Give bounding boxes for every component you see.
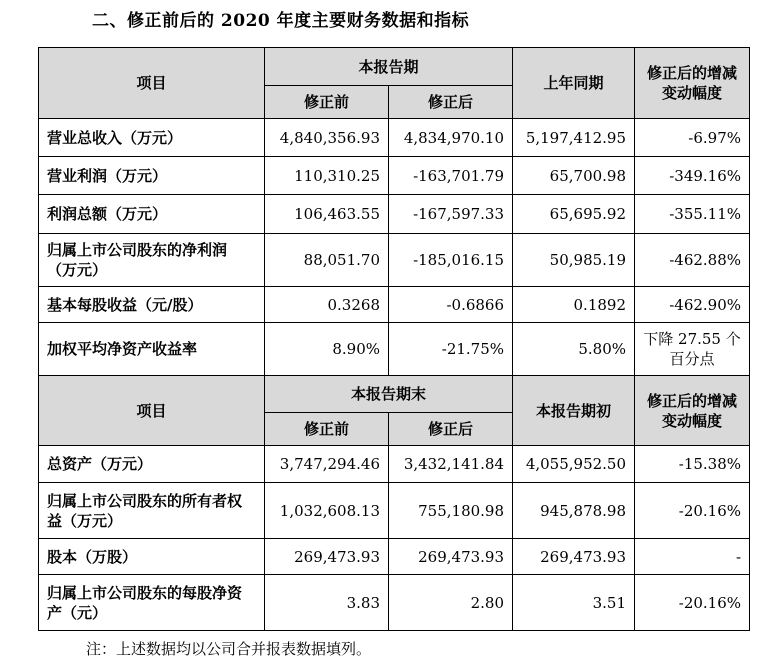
row-label: 营业利润（万元） [39, 157, 265, 195]
value-before: 110,310.25 [265, 157, 389, 195]
value-prior: 50,985.19 [513, 234, 635, 287]
value-change: -6.97% [635, 119, 750, 157]
value-before: 88,051.70 [265, 234, 389, 287]
row-label: 利润总额（万元） [39, 195, 265, 234]
row-label: 营业总收入（万元） [39, 119, 265, 157]
value-prior: 3.51 [513, 575, 635, 631]
value-before: 269,473.93 [265, 539, 389, 575]
table-row [39, 157, 750, 195]
row-label: 加权平均净资产收益率 [39, 323, 265, 376]
value-after: -0.6866 [389, 287, 513, 323]
value-before: 106,463.55 [265, 195, 389, 234]
value-change: -20.16% [635, 575, 750, 631]
table-row [39, 539, 750, 575]
table-row [39, 483, 750, 539]
value-after: 2.80 [389, 575, 513, 631]
table-row [39, 446, 750, 483]
value-before: 3.83 [265, 575, 389, 631]
row-label: 归属上市公司股东的净利润（万元） [39, 234, 265, 287]
table-row [39, 575, 750, 631]
value-prior: 65,695.92 [513, 195, 635, 234]
value-after: -21.75% [389, 323, 513, 376]
row-label: 基本每股收益（元/股） [39, 287, 265, 323]
value-prior: 269,473.93 [513, 539, 635, 575]
value-before: 1,032,608.13 [265, 483, 389, 539]
value-prior: 945,878.98 [513, 483, 635, 539]
value-change: - [635, 539, 750, 575]
value-change: -462.90% [635, 287, 750, 323]
row-label: 归属上市公司股东的每股净资产（元） [39, 575, 265, 631]
value-change: -15.38% [635, 446, 750, 483]
section2-change-header: 修正后的增减变动幅度 [635, 376, 750, 446]
value-after: 4,834,970.10 [389, 119, 513, 157]
section2-prior-header: 本报告期初 [513, 376, 635, 446]
section1-header-row [39, 48, 750, 86]
section2-period-header: 本报告期末 [265, 376, 513, 413]
value-prior: 5,197,412.95 [513, 119, 635, 157]
table-row [39, 119, 750, 157]
value-change: -20.16% [635, 483, 750, 539]
section2-before-header: 修正前 [265, 413, 389, 446]
value-prior: 5.80% [513, 323, 635, 376]
value-change: -349.16% [635, 157, 750, 195]
value-change: -355.11% [635, 195, 750, 234]
row-label: 归属上市公司股东的所有者权益（万元） [39, 483, 265, 539]
table-row [39, 287, 750, 323]
value-prior: 65,700.98 [513, 157, 635, 195]
value-after: 3,432,141.84 [389, 446, 513, 483]
section1-before-header: 修正前 [265, 86, 389, 119]
row-label: 股本（万股） [39, 539, 265, 575]
value-after: 269,473.93 [389, 539, 513, 575]
table-row [39, 234, 750, 287]
section2-after-header: 修正后 [389, 413, 513, 446]
value-prior: 4,055,952.50 [513, 446, 635, 483]
value-before: 8.90% [265, 323, 389, 376]
value-prior: 0.1892 [513, 287, 635, 323]
value-before: 3,747,294.46 [265, 446, 389, 483]
value-change: -462.88% [635, 234, 750, 287]
section1-prior-header: 上年同期 [513, 48, 635, 119]
section1-item-header: 项目 [39, 48, 265, 119]
section-heading: 二、修正前后的 2020 年度主要财务数据和指标 [92, 11, 470, 31]
value-before: 4,840,356.93 [265, 119, 389, 157]
value-change: 下降 27.55 个百分点 [635, 323, 750, 376]
value-after: -185,016.15 [389, 234, 513, 287]
financial-data-table [38, 47, 750, 631]
section2-item-header: 项目 [39, 376, 265, 446]
table-row [39, 195, 750, 234]
value-after: 755,180.98 [389, 483, 513, 539]
section1-after-header: 修正后 [389, 86, 513, 119]
value-after: -167,597.33 [389, 195, 513, 234]
table-footnote: 注：上述数据均以公司合并报表数据填列。 [86, 640, 372, 658]
value-before: 0.3268 [265, 287, 389, 323]
section1-change-header: 修正后的增减变动幅度 [635, 48, 750, 119]
section1-period-header: 本报告期 [265, 48, 513, 86]
value-after: -163,701.79 [389, 157, 513, 195]
row-label: 总资产（万元） [39, 446, 265, 483]
section2-header-row [39, 376, 750, 413]
table-row [39, 323, 750, 376]
